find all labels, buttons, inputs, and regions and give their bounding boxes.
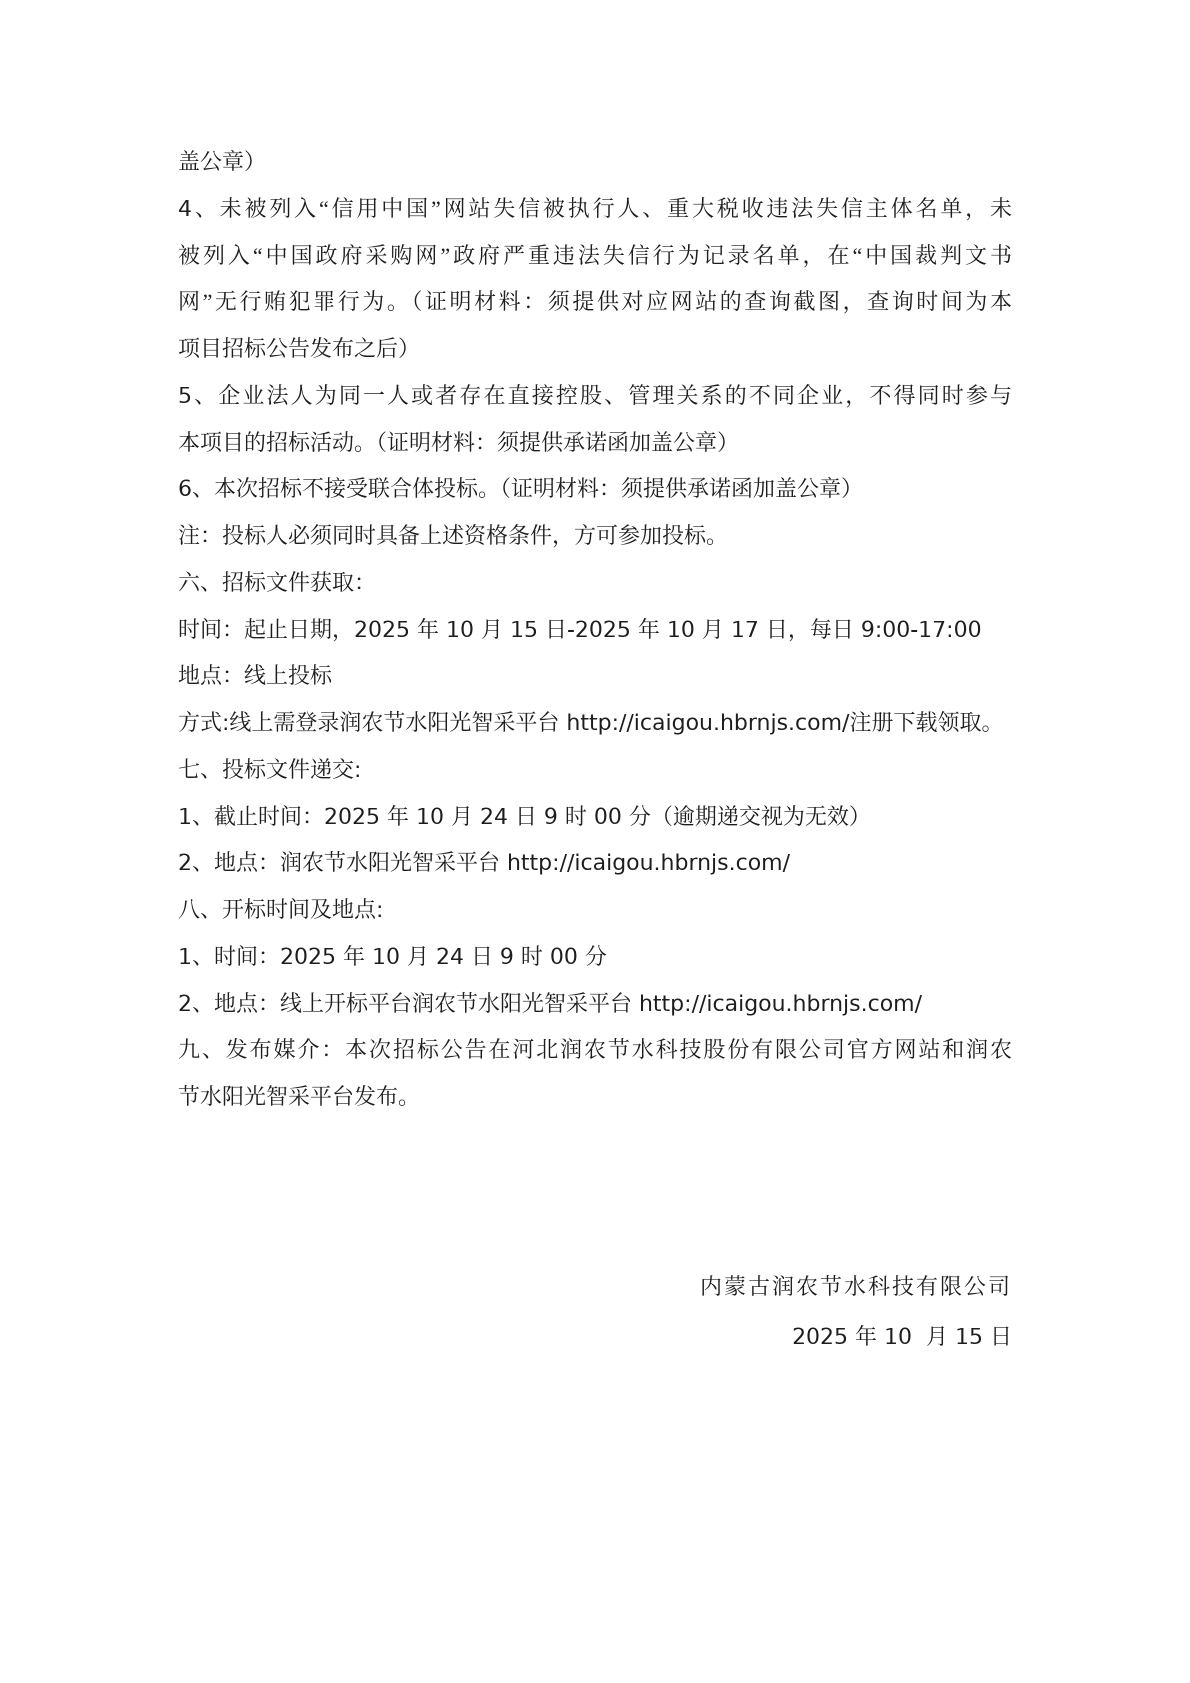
signature-block <box>178 1263 1012 1363</box>
doc-line: 2、地点：润农节水阳光智采平台 http://icaigou.hbrnjs.com/ <box>178 851 791 877</box>
doc-line: 九、发布媒介：本次招标公告在河北润农节水科技股份有限公司官方网站和润农 <box>178 1038 1012 1064</box>
doc-line: 项目招标公告发布之后） <box>178 337 421 362</box>
doc-line: 1、截止时间：2025 年 10 月 24 日 9 时 00 分（逾期递交视为无效） <box>178 804 871 830</box>
doc-line: 时间：起止日期，2025 年 10 月 15 日-2025 年 10 月 17 日，每日 9:00-17:00 <box>178 617 982 643</box>
doc-line: 1、时间：2025 年 10 月 24 日 9 时 00 分 <box>178 944 607 970</box>
doc-line: 注：投标人必须同时具备上述资格条件，方可参加投标。 <box>178 524 729 549</box>
doc-line: 被列入“中国政府采购网”政府严重违法失信行为记录名单，在“中国裁判文书 <box>178 243 1012 269</box>
doc-line: 节水阳光智采平台发布。 <box>178 1085 421 1110</box>
doc-line: 八、开标时间及地点: <box>178 898 384 923</box>
doc-line: 4、未被列入“信用中国”网站失信被执行人、重大税收违法失信主体名单，未 <box>178 196 1012 222</box>
issue-date: 2025 年 10 月 15 日 <box>792 1325 1012 1350</box>
doc-line: 5、企业法人为同一人或者存在直接控股、管理关系的不同企业，不得同时参与 <box>178 383 1012 409</box>
doc-line: 方式:线上需登录润农节水阳光智采平台 http://icaigou.hbrnjs.com/注册下载领取。 <box>178 711 1004 736</box>
doc-line: 七、投标文件递交: <box>178 757 362 783</box>
doc-line: 网”无行贿犯罪行为。（证明材料：须提供对应网站的查询截图，查询时间为本 <box>178 290 1012 316</box>
doc-line: 6、本次招标不接受联合体投标。（证明材料：须提供承诺函加盖公章） <box>178 477 863 503</box>
issuer-company-name: 内蒙古润农节水科技有限公司 <box>699 1275 1012 1300</box>
document-body <box>178 140 1012 1122</box>
doc-line: 地点：线上投标 <box>178 664 333 690</box>
doc-line: 六、招标文件获取： <box>178 570 377 596</box>
doc-line: 本项目的招标活动。（证明材料：须提供承诺函加盖公章） <box>178 430 740 456</box>
doc-line: 盖公章） <box>178 150 267 175</box>
doc-line: 2、地点：线上开标平台润农节水阳光智采平台 http://icaigou.hbrnjs.com/ <box>178 991 923 1017</box>
